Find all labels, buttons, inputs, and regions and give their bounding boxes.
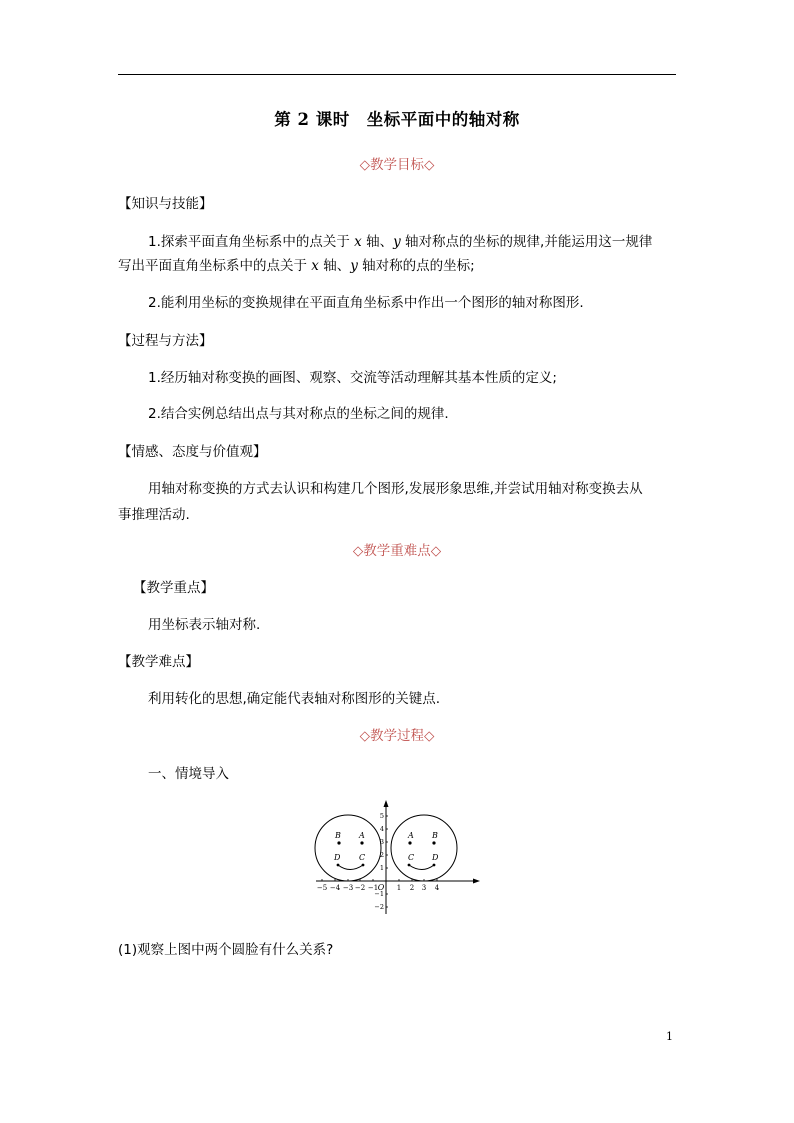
header-rule: [118, 74, 676, 75]
knowledge-skills-label: 【知识与技能】: [118, 196, 213, 212]
x-tick-label: −1: [367, 884, 379, 892]
page-number: 1: [666, 1030, 673, 1043]
right-face-eye-a: [408, 841, 411, 844]
process-item-1: 1.经历轴对称变换的画图、观察、交流等活动理解其基本性质的定义;: [148, 370, 557, 386]
process-methods-label: 【过程与方法】: [118, 333, 213, 349]
y-tick-label: 5: [379, 812, 384, 820]
right-face: [391, 815, 457, 881]
y-tick-labels: [374, 812, 384, 911]
left-face-label-a: A: [359, 831, 365, 840]
objectives-heading: ◇教学目标◇: [359, 157, 435, 173]
x-tick-label: 1: [396, 884, 402, 892]
x-tick-label: 3: [421, 884, 427, 892]
left-face-point-d: [337, 864, 340, 867]
left-face-eye-a: [360, 841, 363, 844]
process-item-2: 2.结合实例总结出点与其对称点的坐标之间的规律.: [148, 406, 449, 422]
teaching-difficulty-text: 利用转化的思想,确定能代表轴对称图形的关键点.: [148, 691, 441, 707]
y-variable: y: [350, 258, 358, 274]
left-face-mouth: [338, 865, 363, 870]
left-face-point-c: [362, 864, 365, 867]
x-tick-label: 2: [409, 884, 415, 892]
x-tick-label: −3: [342, 884, 354, 892]
y-tick-label: 3: [379, 838, 384, 846]
procedure-heading: ◇教学过程◇: [359, 728, 435, 744]
left-face-label-c: C: [359, 853, 366, 862]
smiley-faces-figure: [312, 798, 484, 918]
origin-label: O: [377, 883, 385, 892]
question-1: (1)观察上图中两个圆脸有什么关系?: [118, 942, 334, 958]
y-axis-arrow: [384, 800, 389, 807]
x-variable: x: [311, 258, 319, 274]
x-tick-label: −5: [316, 884, 328, 892]
knowledge-item-1-line-1: 1.探索平面直角坐标系中的点关于 x 轴、y 轴对称点的坐标的规律,并能运用这一规律: [148, 234, 653, 250]
left-face-circle: [315, 815, 381, 881]
right-face-label-c: C: [408, 853, 415, 862]
right-face-eye-b: [432, 841, 435, 844]
emotion-line-1: 用轴对称变换的方式去认识和构建几个图形,发展形象思维,并尝试用轴对称变换去从: [148, 481, 643, 497]
y-tick-label: −1: [374, 890, 384, 898]
teaching-difficulty-label: 【教学难点】: [118, 654, 199, 670]
right-face-point-c: [408, 864, 411, 867]
x-variable: x: [354, 234, 362, 250]
y-tick-label: 1: [379, 864, 384, 872]
emotion-attitude-label: 【情感、态度与价值观】: [118, 444, 267, 460]
teaching-focus-text: 用坐标表示轴对称.: [148, 617, 261, 633]
y-tick-label: −2: [374, 903, 384, 911]
right-face-circle: [391, 815, 457, 881]
right-face-label-a: A: [408, 831, 414, 840]
left-face-eye-b: [337, 841, 340, 844]
teaching-focus-label: 【教学重点】: [133, 580, 214, 596]
right-face-label-b: B: [432, 831, 438, 840]
knowledge-item-1-line-2: 写出平面直角坐标系中的点关于 x 轴、y 轴对称的点的坐标;: [118, 258, 475, 274]
x-axis-arrow: [473, 879, 480, 884]
x-tick-label: 4: [434, 884, 440, 892]
right-face-point-d: [433, 864, 436, 867]
lesson-title: 第 2 课时 坐标平面中的轴对称: [274, 110, 520, 129]
procedure-step-1: 一、情境导入: [148, 766, 229, 782]
coordinate-plane: [312, 798, 484, 918]
right-face-label-d: D: [432, 853, 439, 862]
y-tick-label: 2: [379, 851, 384, 859]
x-tick-label: −2: [354, 884, 366, 892]
x-tick-label: −4: [329, 884, 341, 892]
right-face-mouth: [409, 865, 434, 870]
emotion-line-2: 事推理活动.: [118, 507, 190, 523]
key-points-heading: ◇教学重难点◇: [352, 543, 442, 559]
y-variable: y: [393, 234, 401, 250]
left-face-label-d: D: [334, 853, 341, 862]
y-tick-label: 4: [379, 825, 384, 833]
left-face-label-b: B: [335, 831, 341, 840]
knowledge-item-2: 2.能利用坐标的变换规律在平面直角坐标系中作出一个图形的轴对称图形.: [148, 295, 584, 311]
left-face: [315, 815, 381, 881]
